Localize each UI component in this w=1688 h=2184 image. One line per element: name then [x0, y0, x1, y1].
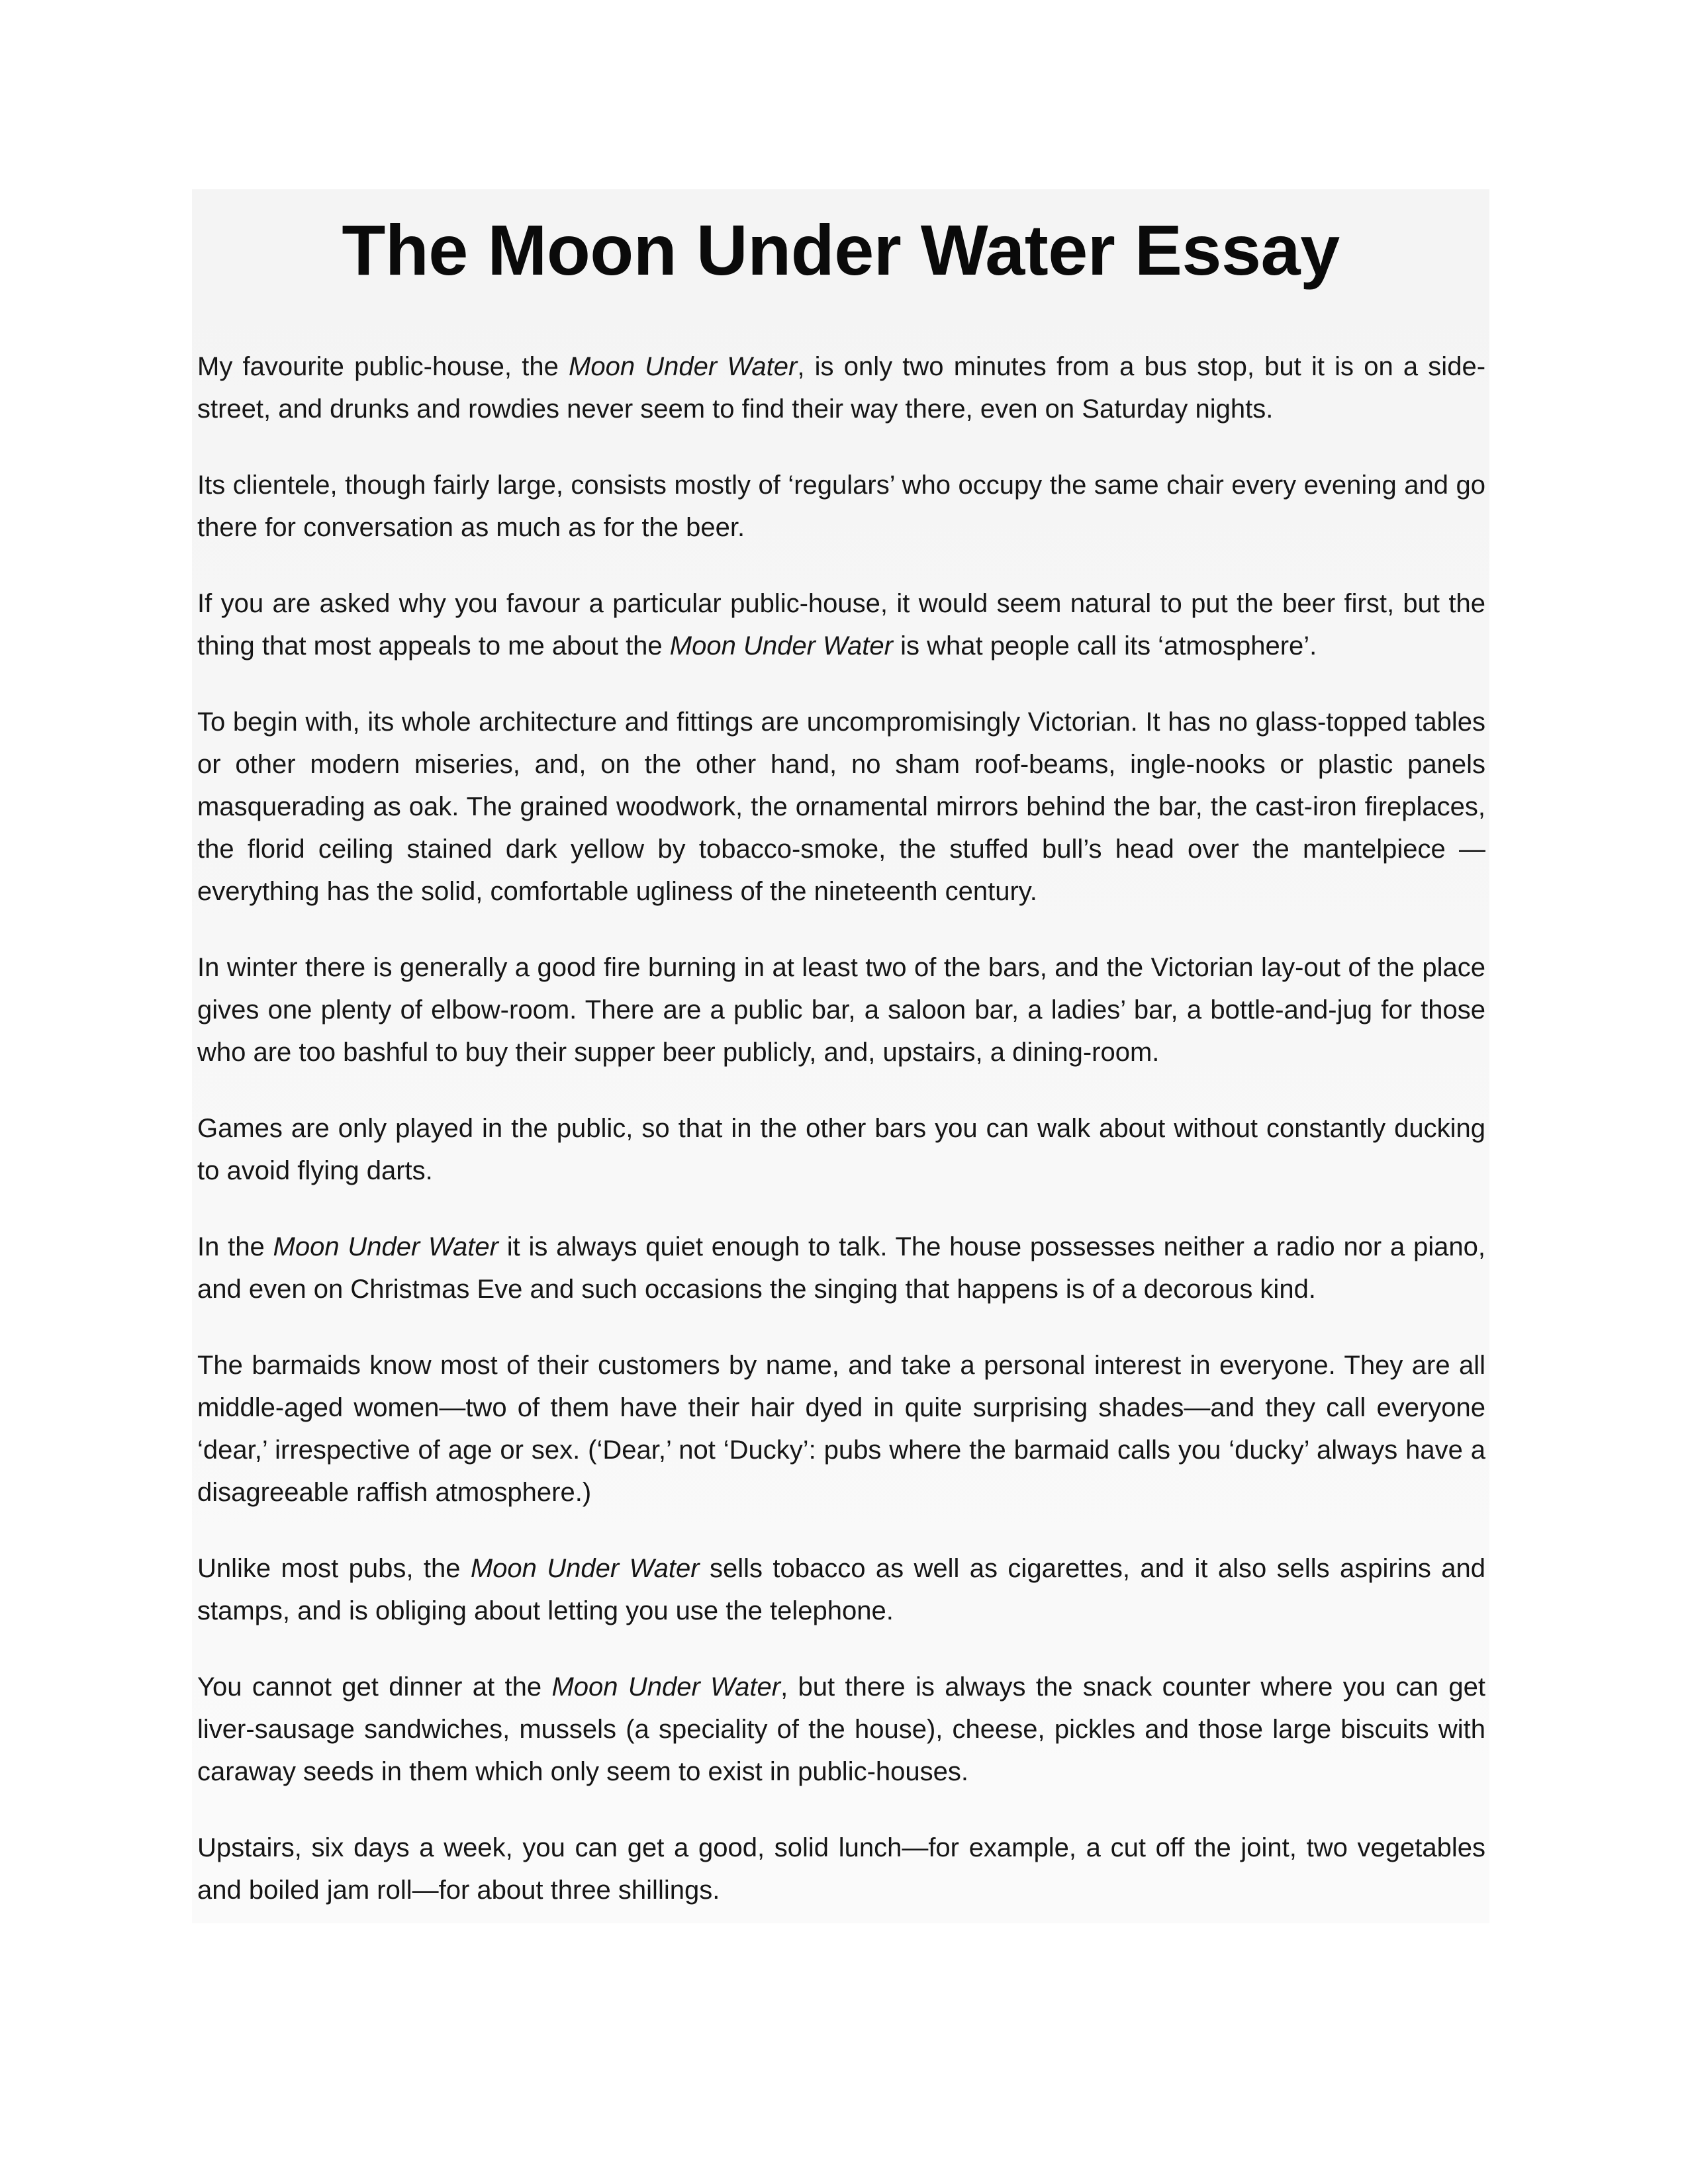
paragraph-text: Its clientele, though fairly large, consists mostly of ‘regulars’ who occupy the same chair every evening and go there for conversation as much as for the beer. [197, 471, 1485, 542]
essay-paragraph [197, 1666, 1485, 1793]
paragraph-text: In winter there is generally a good fire burning in at least two of the bars, and the Victorian lay-out of the place gives one plenty of elbow-room. There are a public bar, a saloon bar, a ladies’ bar, a bottle-and-jug for those who are too bashful to buy their supper beer publicly, and, upstairs, a dining-room. [197, 953, 1485, 1067]
paragraph-text: You cannot get dinner at the [197, 1672, 552, 1702]
paragraph-text: My favourite public-house, the [197, 352, 569, 381]
essay-paragraph [197, 464, 1485, 549]
paragraph-text: If you are asked why you favour a particular public-house, it would seem natural to put the beer first, but the thing that most appeals to me about the [197, 589, 1485, 660]
paragraph-text: it is always quiet enough to talk. The house possesses neither a radio nor a piano, and even on Christmas Eve and such occasions the singing that happens is of a decorous kind. [197, 1232, 1486, 1304]
italic-title-text: Moon Under Water [551, 1672, 781, 1702]
essay-paragraph [197, 701, 1485, 913]
paragraph-text: Upstairs, six days a week, you can get a good, solid lunch—for example, a cut off the joint, two vegetables and boiled jam roll—for about three shillings. [197, 1833, 1485, 1905]
italic-title-text: Moon Under Water [470, 1554, 700, 1583]
paragraph-text: Unlike most pubs, the [197, 1554, 471, 1583]
paragraph-text: To begin with, its whole architecture and fittings are uncompromisingly Victorian. It has no glass-topped tables or other modern miseries, and, on the other hand, no sham roof-beams, ingle-nooks or plastic panels masquerading as oak. The grained woodwork, the ornamental mirrors behind the bar, the cast-iron fireplaces, the florid ceiling stained dark yellow by tobacco-smoke, the stuffed bull’s head over the mantelpiece — everything has the solid, comfortable ugliness of the nineteenth century. [197, 707, 1485, 906]
italic-title-text: Moon Under Water [669, 631, 893, 660]
paragraph-text: The barmaids know most of their customers by name, and take a personal interest in everyone. They are all middle-aged women—two of them have their hair dyed in quite surprising shades—and they call everyone ‘dear,’ irrespective of age or sex. (‘Dear,’ not ‘Ducky’: pubs where the barmaid calls you ‘ducky’ always have a disagreeable raffish atmosphere.) [197, 1351, 1485, 1507]
paragraph-text: , is only two minutes from a bus stop, but it is on a side-street, and drunks and rowdies never seem to find their way there, even on Saturday nights. [197, 352, 1486, 424]
paragraph-text: sells tobacco as well as cigarettes, and it also sells aspirins and stamps, and is obliging about letting you use the telephone. [197, 1554, 1485, 1625]
paragraph-text: Games are only played in the public, so that in the other bars you can walk about without constantly ducking to avoid flying darts. [197, 1114, 1485, 1185]
paragraph-text: , but there is always the snack counter where you can get liver-sausage sandwiches, mussels (a speciality of the house), cheese, pickles and those large biscuits with caraway seeds in them which only seem to exist in public-houses. [197, 1672, 1485, 1786]
paragraph-text: In the [197, 1232, 273, 1261]
italic-title-text: Moon Under Water [273, 1232, 498, 1261]
essay-paragraph [197, 1547, 1485, 1632]
essay-body [197, 345, 1485, 1911]
essay-paragraph [197, 582, 1485, 667]
essay-paragraph [197, 1226, 1485, 1310]
paragraph-text: is what people call its ‘atmosphere’. [892, 631, 1317, 660]
page-title: The Moon Under Water Essay [342, 210, 1340, 290]
essay-paragraph [197, 1107, 1485, 1192]
essay-paragraph [197, 1344, 1485, 1514]
essay-paragraph [197, 946, 1485, 1073]
essay-paragraph [197, 1827, 1485, 1911]
italic-title-text: Moon Under Water [569, 352, 798, 381]
essay-paragraph [197, 345, 1485, 430]
